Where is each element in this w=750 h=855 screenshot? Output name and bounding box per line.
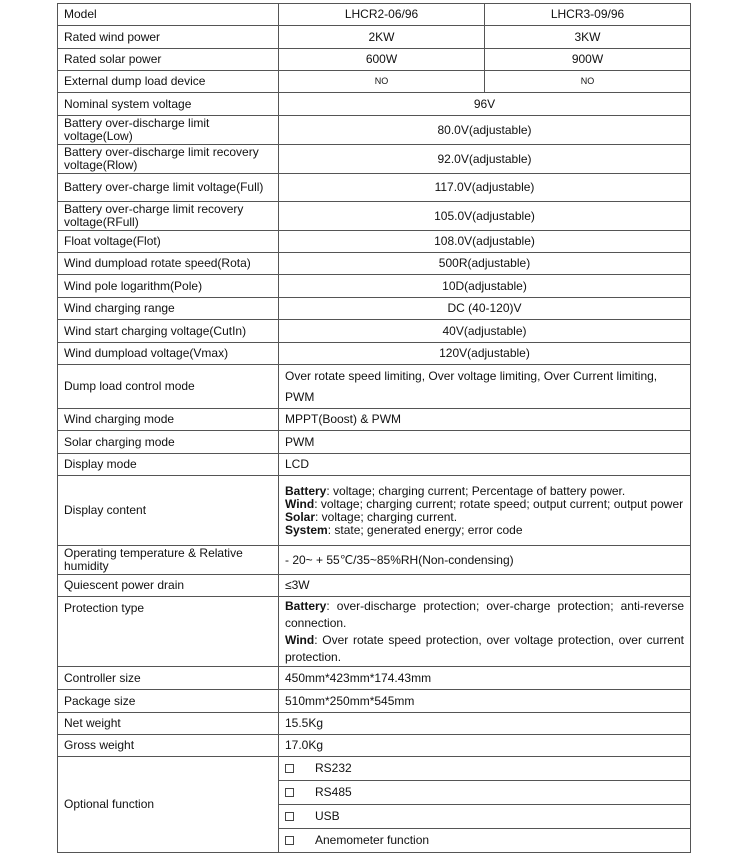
row-value: 120V(adjustable) <box>279 343 691 365</box>
table-row <box>58 145 691 174</box>
table-row <box>58 409 691 431</box>
row-value: 10D(adjustable) <box>279 275 691 298</box>
checkbox-icon <box>285 836 294 845</box>
table-row <box>58 231 691 253</box>
checkbox-icon <box>285 788 294 797</box>
row-label: Optional function <box>58 757 279 853</box>
table-row <box>58 298 691 320</box>
row-label: Wind dumpload voltage(Vmax) <box>58 343 279 365</box>
row-value: 450mm*423mm*174.43mm <box>279 667 691 690</box>
table-row <box>58 597 691 667</box>
row-label: Controller size <box>58 667 279 690</box>
table-row <box>58 431 691 454</box>
row-label: Quiescent power drain <box>58 575 279 597</box>
row-label: Battery over-discharge limit voltage(Low) <box>58 116 279 145</box>
table-row <box>58 690 691 713</box>
optional-item <box>279 805 691 829</box>
row-value: 108.0V(adjustable) <box>279 231 691 253</box>
row-label: Wind start charging voltage(CutIn) <box>58 320 279 343</box>
table-row <box>58 757 691 781</box>
solar-key: Solar <box>285 509 316 524</box>
row-label: Net weight <box>58 713 279 735</box>
row-value: 15.5Kg <box>279 713 691 735</box>
table-row <box>58 320 691 343</box>
table-row <box>58 667 691 690</box>
table-row <box>58 4 691 26</box>
optional-item <box>279 757 691 781</box>
row-value: LCD <box>279 454 691 476</box>
solar-text: : voltage; charging current. <box>315 509 458 524</box>
checkbox-icon <box>285 764 294 773</box>
row-label: Operating temperature & Relative humidity <box>58 546 279 575</box>
table-row <box>58 454 691 476</box>
table-row <box>58 365 691 409</box>
row-value: 80.0V(adjustable) <box>279 116 691 145</box>
option-label: Anemometer function <box>315 833 430 847</box>
table-row <box>58 275 691 298</box>
table-row <box>58 174 691 202</box>
table-row <box>58 26 691 49</box>
row-value: 600W <box>279 49 485 71</box>
row-value: NO <box>279 71 485 93</box>
row-value: 17.0Kg <box>279 735 691 757</box>
row-value: PWM <box>279 431 691 454</box>
optional-item <box>279 829 691 853</box>
wind-text: : voltage; charging current; rotate speed; output current; output power <box>314 496 684 511</box>
row-label: Wind charging range <box>58 298 279 320</box>
system-key: System <box>285 522 328 537</box>
table-row <box>58 575 691 597</box>
row-value: 92.0V(adjustable) <box>279 145 691 174</box>
table-row <box>58 546 691 575</box>
display-content-value <box>279 476 691 546</box>
table-row <box>58 476 691 546</box>
table-row <box>58 202 691 231</box>
row-label: Display mode <box>58 454 279 476</box>
row-label: Wind dumpload rotate speed(Rota) <box>58 253 279 275</box>
protection-wind-text: : Over rotate speed protection, over voltage protection, over current protection. <box>285 632 684 664</box>
row-label: Protection type <box>58 597 279 667</box>
table-row <box>58 343 691 365</box>
row-label: Dump load control mode <box>58 365 279 409</box>
model-1-header: LHCR2-06/96 <box>279 4 485 26</box>
row-value: 510mm*250mm*545mm <box>279 690 691 713</box>
row-label: Battery over-charge limit voltage(Full) <box>58 174 279 202</box>
table-row <box>58 49 691 71</box>
table-row <box>58 253 691 275</box>
row-label: Gross weight <box>58 735 279 757</box>
protection-wind-key: Wind <box>285 632 315 647</box>
system-text: : state; generated energy; error code <box>327 522 523 537</box>
row-label: Rated wind power <box>58 26 279 49</box>
row-label: Nominal system voltage <box>58 93 279 116</box>
optional-item <box>279 781 691 805</box>
table-row <box>58 713 691 735</box>
row-label: Package size <box>58 690 279 713</box>
model-label: Model <box>58 4 279 26</box>
row-label: Wind charging mode <box>58 409 279 431</box>
table-row <box>58 116 691 145</box>
row-value: 900W <box>485 49 691 71</box>
row-label: Rated solar power <box>58 49 279 71</box>
checkbox-icon <box>285 812 294 821</box>
battery-key: Battery <box>285 483 327 498</box>
option-label: USB <box>315 809 340 823</box>
protection-value <box>279 597 691 667</box>
row-label: Solar charging mode <box>58 431 279 454</box>
protection-battery-key: Battery <box>285 598 327 613</box>
row-label: Battery over-charge limit recovery voltage(RFull) <box>58 202 279 231</box>
row-value: 500R(adjustable) <box>279 253 691 275</box>
wind-key: Wind <box>285 496 315 511</box>
row-value: 2KW <box>279 26 485 49</box>
row-value: 40V(adjustable) <box>279 320 691 343</box>
row-value: ≤3W <box>279 575 691 597</box>
battery-text: : voltage; charging current; Percentage of battery power. <box>326 483 626 498</box>
row-value: Over rotate speed limiting, Over voltage limiting, Over Current limiting, PWM <box>279 365 691 409</box>
row-value: 96V <box>279 93 691 116</box>
row-label: Wind pole logarithm(Pole) <box>58 275 279 298</box>
row-value: 117.0V(adjustable) <box>279 174 691 202</box>
option-label: RS232 <box>315 761 352 775</box>
spec-table <box>57 3 691 853</box>
table-row <box>58 71 691 93</box>
table-row <box>58 735 691 757</box>
row-value: 105.0V(adjustable) <box>279 202 691 231</box>
row-label: Float voltage(Flot) <box>58 231 279 253</box>
option-label: RS485 <box>315 785 352 799</box>
row-value: 3KW <box>485 26 691 49</box>
row-label: External dump load device <box>58 71 279 93</box>
row-value: - 20~ + 55℃/35~85%RH(Non-condensing) <box>279 546 691 575</box>
row-label: Battery over-discharge limit recovery voltage(Rlow) <box>58 145 279 174</box>
row-label: Display content <box>58 476 279 546</box>
row-value: NO <box>485 71 691 93</box>
row-value: MPPT(Boost) & PWM <box>279 409 691 431</box>
protection-battery-text: : over-discharge protection; over-charge protection; anti-reverse connection. <box>285 598 684 630</box>
table-row <box>58 93 691 116</box>
model-2-header: LHCR3-09/96 <box>485 4 691 26</box>
row-value: DC (40-120)V <box>279 298 691 320</box>
